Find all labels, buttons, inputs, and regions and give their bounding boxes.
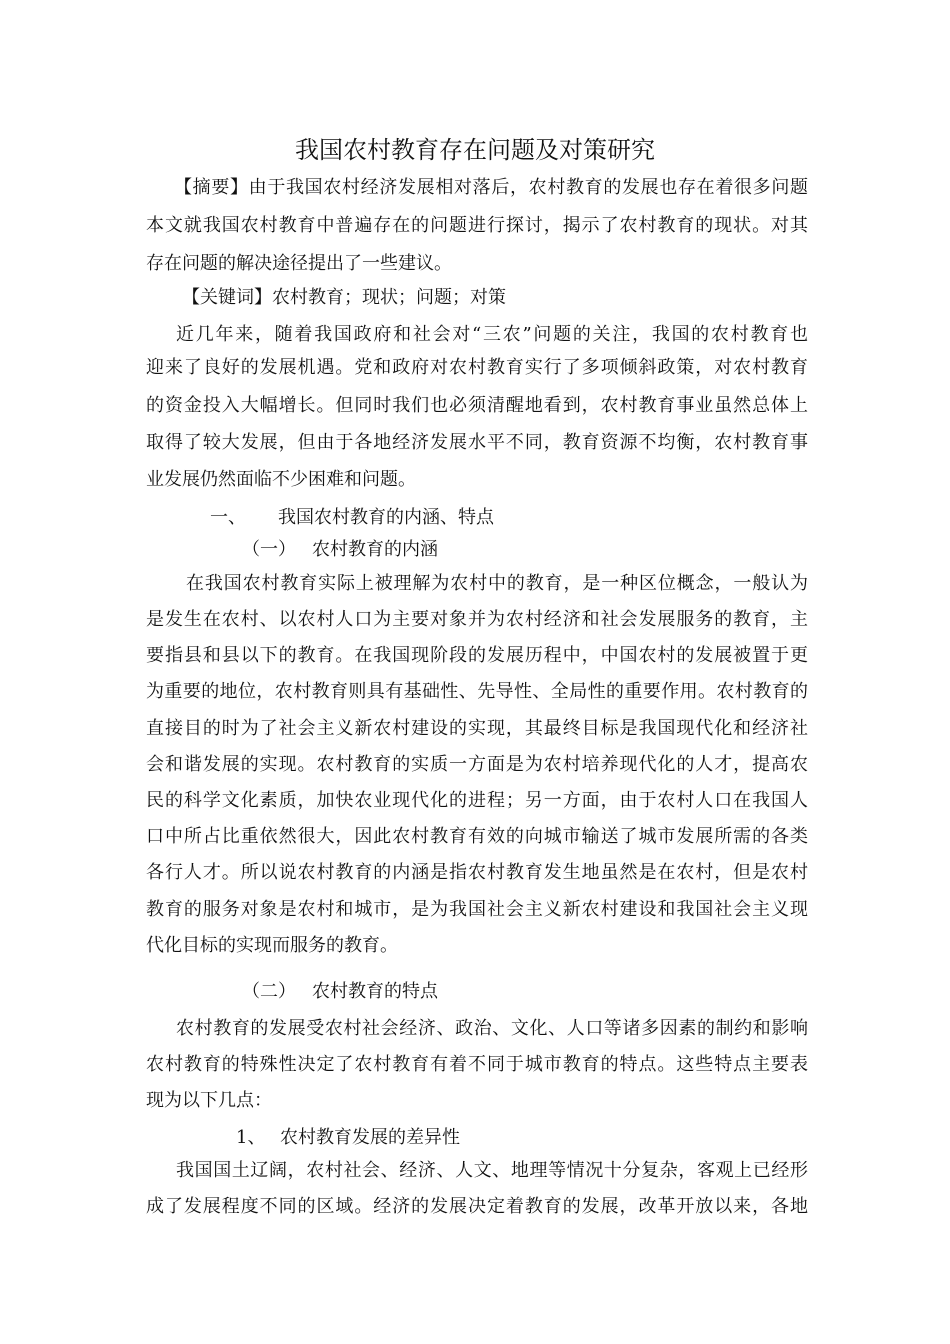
subsection-1-title: 农村教育的内涵 xyxy=(312,539,438,560)
subsection-1-heading xyxy=(242,537,742,563)
keywords-line: 【关键词】农村教育；现状；问题；对策 xyxy=(182,287,506,308)
subsection-1-line-6: 会和谐发展的实现。农村教育的实质一方面是为农村培养现代化的人才，提高农 xyxy=(146,754,808,775)
subsection-2-number: （二） xyxy=(242,981,296,1002)
intro-line-5: 业发展仍然面临不少困难和问题。 xyxy=(146,469,416,490)
subsection-1-number: （一） xyxy=(242,539,296,560)
intro-line-2: 迎来了良好的发展机遇。党和政府对农村教育实行了多项倾斜政策，对农村教育 xyxy=(146,357,808,378)
intro-line-3: 的资金投入大幅增长。但同时我们也必须清醒地看到，农村教育事业虽然总体上 xyxy=(146,395,808,416)
abstract-line-2: 本文就我国农村教育中普遍存在的问题进行探讨，揭示了农村教育的现状。对其 xyxy=(146,215,808,236)
abstract-line-1: 【摘要】由于我国农村经济发展相对落后，农村教育的发展也存在着很多问题 xyxy=(174,177,808,198)
document-title: 我国农村教育存在问题及对策研究 xyxy=(295,136,655,164)
subsection-2-heading xyxy=(242,979,742,1005)
section-1-heading xyxy=(210,505,710,531)
subsection-1-line-1: 在我国农村教育实际上被理解为农村中的教育，是一种区位概念，一般认为 xyxy=(186,573,808,594)
section-1-title: 我国农村教育的内涵、特点 xyxy=(278,507,494,528)
point-1-heading xyxy=(236,1125,736,1151)
subsection-1-line-7: 民的科学文化素质，加快农业现代化的进程；另一方面，由于农村人口在我国人 xyxy=(146,790,808,811)
subsection-1-line-4: 为重要的地位，农村教育则具有基础性、先导性、全局性的重要作用。农村教育的 xyxy=(146,681,808,702)
point-1-title: 农村教育发展的差异性 xyxy=(280,1127,460,1148)
subsection-2-line-1: 农村教育的发展受农村社会经济、政治、文化、人口等诸多因素的制约和影响 xyxy=(176,1018,808,1039)
subsection-1-line-2: 是发生在农村、以农村人口为主要对象并为农村经济和社会发展服务的教育，主 xyxy=(146,609,808,630)
subsection-1-line-5: 直接目的时为了社会主义新农村建设的实现，其最终目标是我国现代化和经济社 xyxy=(146,718,808,739)
subsection-2-line-3: 现为以下几点： xyxy=(146,1090,272,1111)
subsection-2-line-2: 农村教育的特殊性决定了农村教育有着不同于城市教育的特点。这些特点主要表 xyxy=(146,1054,808,1075)
point-1-line-1: 我国国土辽阔，农村社会、经济、人文、地理等情况十分复杂，客观上已经形 xyxy=(176,1160,808,1181)
subsection-1-line-8: 口中所占比重依然很大，因此农村教育有效的向城市输送了城市发展所需的各类 xyxy=(146,826,808,847)
point-1-number: 1、 xyxy=(236,1127,266,1148)
subsection-2-title: 农村教育的特点 xyxy=(312,981,438,1002)
abstract-line-3: 存在问题的解决途径提出了一些建议。 xyxy=(146,253,452,274)
subsection-1-line-10: 教育的服务对象是农村和城市，是为我国社会主义新农村建设和我国社会主义现 xyxy=(146,899,808,920)
point-1-line-2: 成了发展程度不同的区域。经济的发展决定着教育的发展，改革开放以来，各地 xyxy=(146,1196,808,1217)
intro-line-1: 近几年来，随着我国政府和社会对“三农”问题的关注，我国的农村教育也 xyxy=(176,324,808,345)
section-1-number: 一、 xyxy=(210,507,246,528)
subsection-1-line-9: 各行人才。所以说农村教育的内涵是指农村教育发生地虽然是在农村，但是农村 xyxy=(146,862,808,883)
subsection-1-line-3: 要指县和县以下的教育。在我国现阶段的发展历程中，中国农村的发展被置于更 xyxy=(146,645,808,666)
intro-line-4: 取得了较大发展，但由于各地经济发展水平不同，教育资源不均衡，农村教育事 xyxy=(146,432,808,453)
subsection-1-line-11: 代化目标的实现而服务的教育。 xyxy=(146,935,398,956)
